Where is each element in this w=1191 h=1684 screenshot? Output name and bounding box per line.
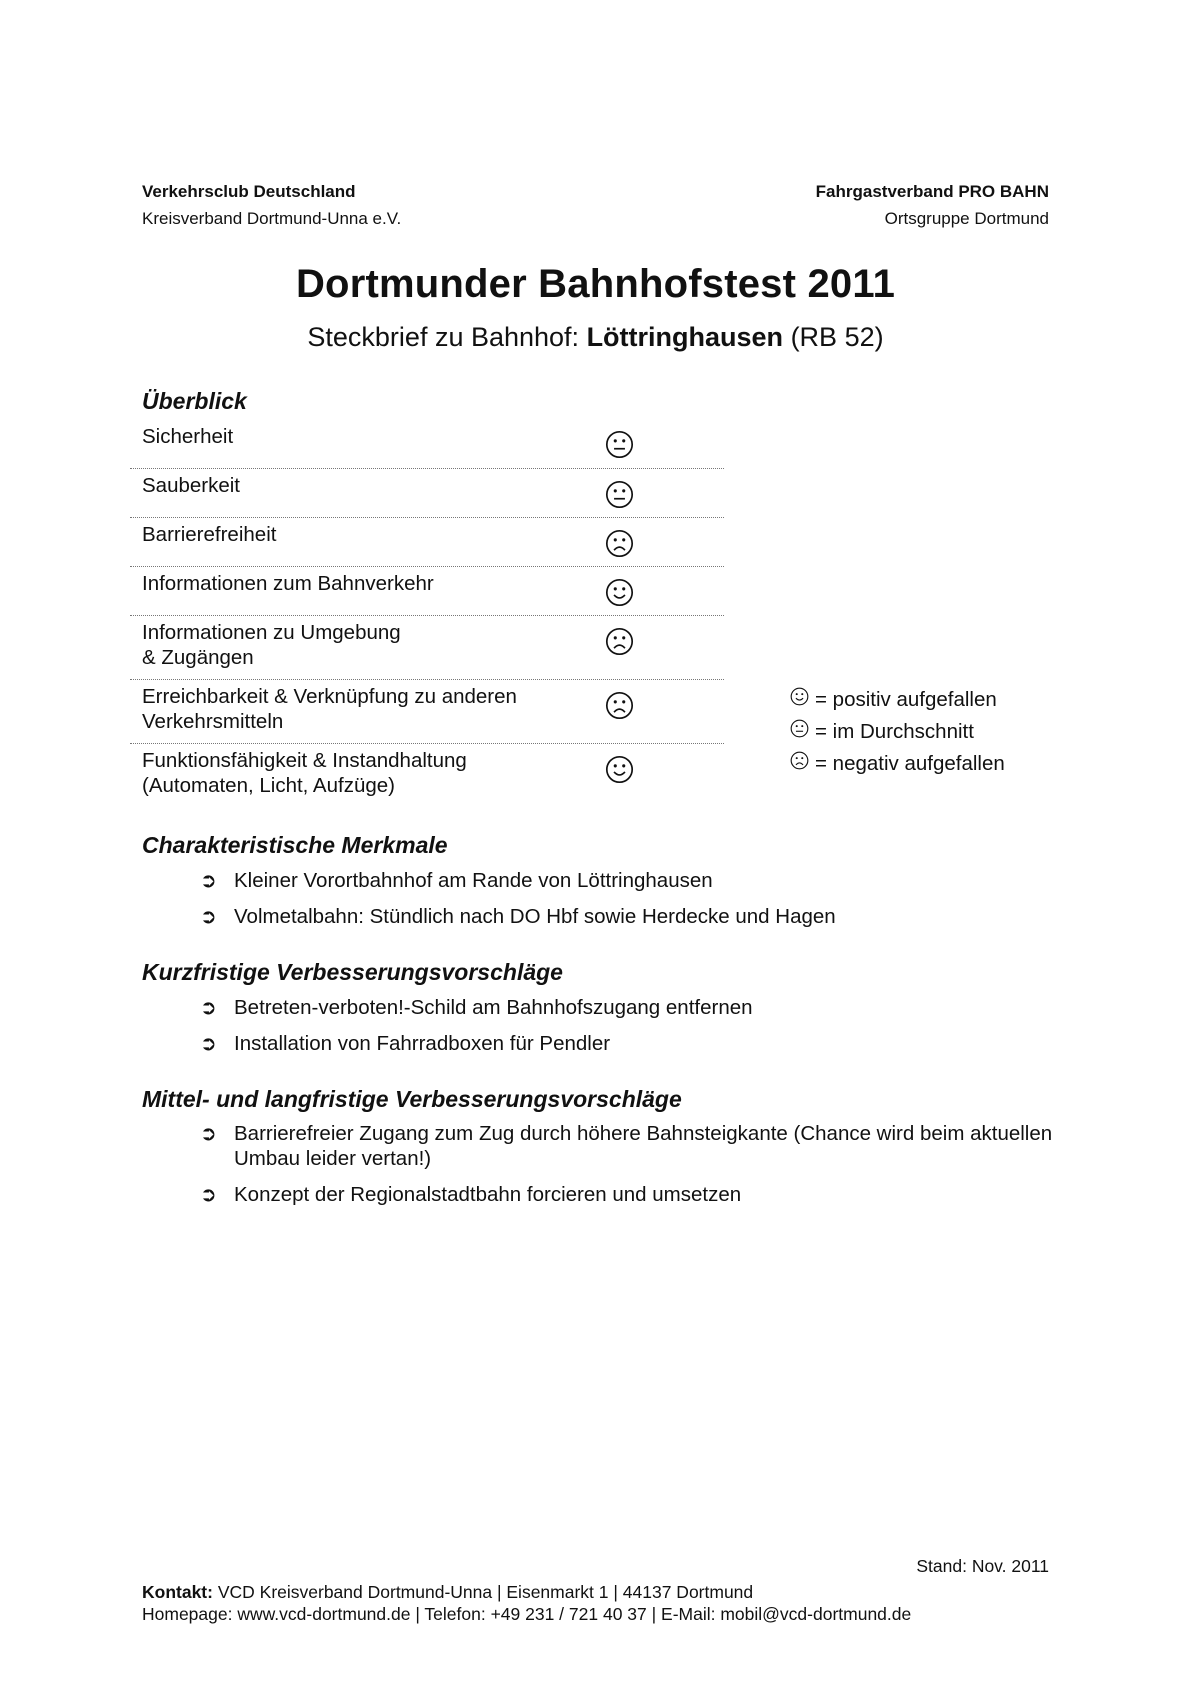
long-term-list <box>200 1121 1094 1218</box>
rating-label: Sicherheit <box>142 425 234 448</box>
sad-face-icon <box>605 529 635 559</box>
neutral-face-icon <box>790 716 815 748</box>
probahn-org-name: Fahrgastverband PRO BAHN <box>815 182 1049 201</box>
vcd-org-name: Verkehrsclub Deutschland <box>142 182 356 201</box>
arrow-bullet-icon: ➲ <box>200 1123 217 1145</box>
legend-item: = im Durchschnitt <box>790 716 1005 748</box>
short-term-heading: Kurzfristige Verbesserungsvorschläge <box>142 959 563 985</box>
list-item: ➲ Volmetalbahn: Stündlich nach DO Hbf sowie Herdecke und Hagen <box>200 905 836 928</box>
rating-label: Barrierefreiheit <box>142 523 277 546</box>
page-title: Dortmunder Bahnhofstest 2011 <box>295 262 896 306</box>
contact-label: Kontakt: <box>142 1582 213 1602</box>
rating-row <box>130 518 724 567</box>
sad-face-icon <box>605 627 635 657</box>
rating-label: Erreichbarkeit & Verknüpfung zu anderen Verkehrsmitteln <box>142 685 517 733</box>
overview-heading: Überblick <box>142 388 247 414</box>
header-left <box>142 178 401 232</box>
characteristics-list <box>200 868 1094 940</box>
station-line: (RB 52) <box>783 322 884 352</box>
rating-row <box>130 469 724 518</box>
page-subtitle <box>0 322 1191 353</box>
rating-row <box>130 567 724 616</box>
station-name: Löttringhausen <box>586 322 784 352</box>
long-term-heading: Mittel- und langfristige Verbesserungsvorschläge <box>142 1086 682 1112</box>
list-item: ➲ Installation von Fahrradboxen für Pendler <box>200 1032 611 1055</box>
probahn-sub-name: Ortsgruppe Dortmund <box>884 209 1049 228</box>
arrow-bullet-icon: ➲ <box>200 1033 217 1055</box>
rating-table <box>130 420 724 807</box>
neutral-face-icon <box>605 430 635 460</box>
arrow-bullet-icon: ➲ <box>200 906 217 928</box>
smiley-face-icon <box>790 684 815 716</box>
header-right <box>816 178 1049 232</box>
characteristics-heading: Charakteristische Merkmale <box>142 832 448 858</box>
rating-legend <box>790 684 1005 780</box>
smiley-face-icon <box>605 755 635 785</box>
arrow-bullet-icon: ➲ <box>200 870 217 892</box>
footer-links: Homepage: www.vcd-dortmund.de | Telefon: +49 231 / 721 40 37 | E-Mail: mobil@vcd-dortmund.de <box>142 1604 912 1624</box>
list-item: ➲ Konzept der Regionalstadtbahn forcieren und umsetzen <box>200 1183 742 1206</box>
stand-date: Stand: Nov. 2011 <box>916 1556 1049 1576</box>
subtitle-prefix: Steckbrief zu Bahnhof: <box>307 322 587 352</box>
rating-row <box>130 616 724 680</box>
footer-contact <box>142 1581 911 1625</box>
arrow-bullet-icon: ➲ <box>200 1184 217 1206</box>
sad-face-icon <box>605 691 635 721</box>
legend-item: = negativ aufgefallen <box>790 748 1005 780</box>
rating-row <box>130 420 724 469</box>
smiley-face-icon <box>605 578 635 608</box>
list-item: ➲ Betreten-verboten!-Schild am Bahnhofszugang entfernen <box>200 996 753 1019</box>
rating-label: Informationen zum Bahnverkehr <box>142 572 434 595</box>
list-item: ➲ Barrierefreier Zugang zum Zug durch höhere Bahnsteigkante (Chance wird beim aktuellen Umbau leider vertan!) <box>200 1122 1053 1170</box>
rating-row <box>130 680 724 744</box>
contact-text: VCD Kreisverband Dortmund-Unna | Eisenmarkt 1 | 44137 Dortmund <box>212 1582 754 1602</box>
short-term-list <box>200 995 1094 1067</box>
rating-label: Informationen zu Umgebung & Zugängen <box>142 621 401 669</box>
list-item: ➲ Kleiner Vorortbahnhof am Rande von Löttringhausen <box>200 869 713 892</box>
sad-face-icon <box>790 748 815 780</box>
legend-item: = positiv aufgefallen <box>790 684 1005 716</box>
arrow-bullet-icon: ➲ <box>200 997 217 1019</box>
rating-label: Sauberkeit <box>142 474 241 497</box>
rating-row <box>130 744 724 807</box>
vcd-sub-name: Kreisverband Dortmund-Unna e.V. <box>142 209 402 228</box>
rating-label: Funktionsfähigkeit & Instandhaltung (Automaten, Licht, Aufzüge) <box>142 749 467 797</box>
neutral-face-icon <box>605 480 635 510</box>
